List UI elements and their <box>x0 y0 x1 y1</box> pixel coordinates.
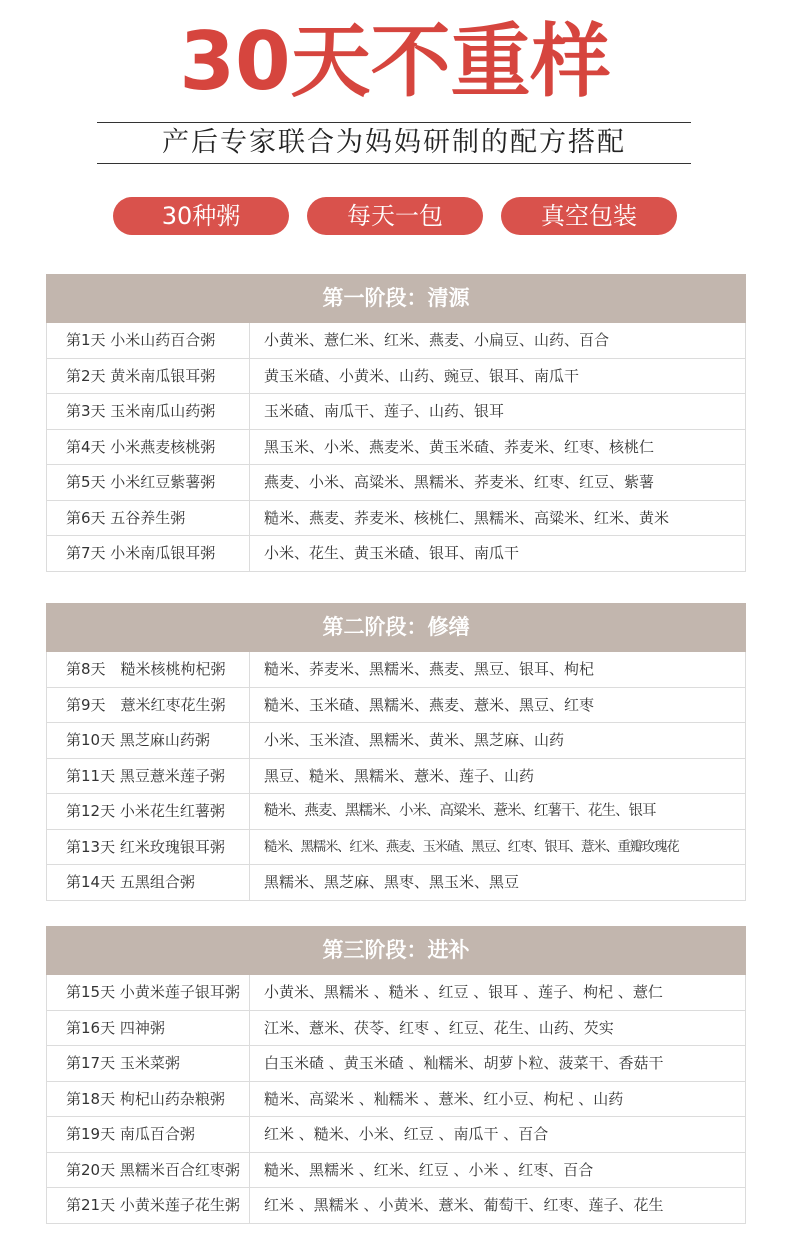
table-row <box>47 501 745 537</box>
ingredients-cell: 小黄米、黑糯米 、糙米 、红豆 、银耳 、莲子、枸杞 、薏仁 <box>264 983 663 1001</box>
ingredients-cell: 黑玉米、小米、燕麦米、黄玉米碴、荞麦米、红枣、核桃仁 <box>264 437 655 456</box>
table-row <box>47 536 745 572</box>
table-row <box>47 794 745 830</box>
table-row <box>47 394 745 430</box>
table-row <box>47 323 745 359</box>
ingredients-cell: 燕麦、小米、高粱米、黑糯米、荞麦米、红枣、红豆、紫薯 <box>264 473 655 491</box>
stage-3-table <box>46 926 746 1224</box>
table-row <box>47 1046 745 1082</box>
day-cell: 第11天 黑豆薏米莲子粥 <box>47 759 250 794</box>
ingredients-cell: 黑糯米、黑芝麻、黑枣、黑玉米、黑豆 <box>264 873 520 891</box>
day-cell: 第9天 薏米红枣花生粥 <box>47 688 250 723</box>
day-cell: 第17天 玉米菜粥 <box>47 1046 250 1081</box>
ingredients-cell: 江米、薏米、茯苓、红枣 、红豆、花生、山药、芡实 <box>264 1018 614 1037</box>
ingredients-cell: 黄玉米碴、小黄米、山药、豌豆、银耳、南瓜干 <box>264 366 580 385</box>
ingredients-cell: 白玉米碴 、黄玉米碴 、籼糯米、胡萝卜粒、菠菜干、香菇干 <box>264 1054 664 1072</box>
table-row <box>47 1117 745 1153</box>
ingredients-cell: 糙米、玉米碴、黑糯米、燕麦、薏米、黑豆、红枣 <box>264 695 595 714</box>
ingredients-cell: 小黄米、薏仁米、红米、燕麦、小扁豆、山药、百合 <box>264 331 610 349</box>
ingredients-cell: 红米 、黑糯米 、小黄米、薏米、葡萄干、红枣、莲子、花生 <box>264 1196 664 1214</box>
table-row <box>47 759 745 795</box>
day-cell: 第6天 五谷养生粥 <box>47 501 250 536</box>
day-cell: 第16天 四神粥 <box>47 1011 250 1046</box>
badge-one-pack-daily: 每天一包 <box>307 197 483 235</box>
subtitle-banner <box>97 122 691 164</box>
day-cell: 第2天 黄米南瓜银耳粥 <box>47 359 250 394</box>
ingredients-cell: 糙米、黑糯米 、红米、红豆 、小米 、红枣、百合 <box>264 1160 594 1179</box>
day-cell: 第20天 黑糯米百合红枣粥 <box>47 1153 250 1188</box>
stage-3-rows <box>46 975 746 1224</box>
day-cell: 第19天 南瓜百合粥 <box>47 1117 250 1152</box>
ingredients-cell: 糙米、燕麦、黑糯米、小米、高粱米、薏米、红薯干、花生、银耳 <box>264 803 656 819</box>
ingredients-cell: 糙米、燕麦、荞麦米、核桃仁、黑糯米、高粱米、红米、黄米 <box>264 508 670 527</box>
table-row <box>47 975 745 1011</box>
day-cell: 第14天 五黑组合粥 <box>47 865 250 900</box>
table-row <box>47 359 745 395</box>
stage-2-header: 第二阶段：修缮 <box>46 603 746 652</box>
day-cell: 第5天 小米红豆紫薯粥 <box>47 465 250 500</box>
ingredients-cell: 糙米、高粱米 、籼糯米 、薏米、红小豆、枸杞 、山药 <box>264 1089 624 1108</box>
stage-2-rows <box>46 652 746 901</box>
day-cell: 第21天 小黄米莲子花生粥 <box>47 1188 250 1223</box>
table-row <box>47 1082 745 1118</box>
ingredients-cell: 糙米、荞麦米、黑糯米、燕麦、黑豆、银耳、枸杞 <box>264 660 595 678</box>
day-cell: 第3天 玉米南瓜山药粥 <box>47 394 250 429</box>
stage-2-table <box>46 603 746 901</box>
ingredients-cell: 糙米、黑糯米、红米、燕麦、玉米碴、黑豆、红枣、银耳、薏米、重瓣玫瑰花 <box>264 839 679 855</box>
day-cell: 第1天 小米山药百合粥 <box>47 323 250 358</box>
ingredients-cell: 黑豆、糙米、黑糯米、薏米、莲子、山药 <box>264 766 535 785</box>
table-row <box>47 723 745 759</box>
ingredients-cell: 红米 、糙米、小米、红豆 、南瓜干 、百合 <box>264 1125 549 1143</box>
subtitle: 产后专家联合为妈妈研制的配方搭配 <box>162 127 626 158</box>
badge-30-porridges: 30种粥 <box>113 197 289 235</box>
table-row <box>47 430 745 466</box>
day-cell: 第10天 黑芝麻山药粥 <box>47 723 250 758</box>
table-row <box>47 688 745 724</box>
day-cell: 第4天 小米燕麦核桃粥 <box>47 430 250 465</box>
table-row <box>47 1188 745 1224</box>
day-cell: 第15天 小黄米莲子银耳粥 <box>47 975 250 1010</box>
table-row <box>47 830 745 866</box>
page-title: 30天不重样 <box>179 15 611 108</box>
ingredients-cell: 玉米碴、南瓜干、莲子、山药、银耳 <box>264 402 505 420</box>
table-row <box>47 1153 745 1189</box>
badge-vacuum-packed: 真空包装 <box>501 197 677 235</box>
day-cell: 第18天 枸杞山药杂粮粥 <box>47 1082 250 1117</box>
table-row <box>47 465 745 501</box>
day-cell: 第13天 红米玫瑰银耳粥 <box>47 830 250 865</box>
stage-3-header: 第三阶段：进补 <box>46 926 746 975</box>
day-cell: 第7天 小米南瓜银耳粥 <box>47 536 250 571</box>
stage-1-rows <box>46 323 746 572</box>
ingredients-cell: 小米、玉米渣、黑糯米、黄米、黑芝麻、山药 <box>264 731 565 749</box>
stage-1-header: 第一阶段：清源 <box>46 274 746 323</box>
stage-1-table <box>46 274 746 572</box>
table-row <box>47 1011 745 1047</box>
day-cell: 第8天 糙米核桃枸杞粥 <box>47 652 250 687</box>
ingredients-cell: 小米、花生、黄玉米碴、银耳、南瓜干 <box>264 544 520 562</box>
day-cell: 第12天 小米花生红薯粥 <box>47 794 250 829</box>
table-row <box>47 652 745 688</box>
table-row <box>47 865 745 901</box>
